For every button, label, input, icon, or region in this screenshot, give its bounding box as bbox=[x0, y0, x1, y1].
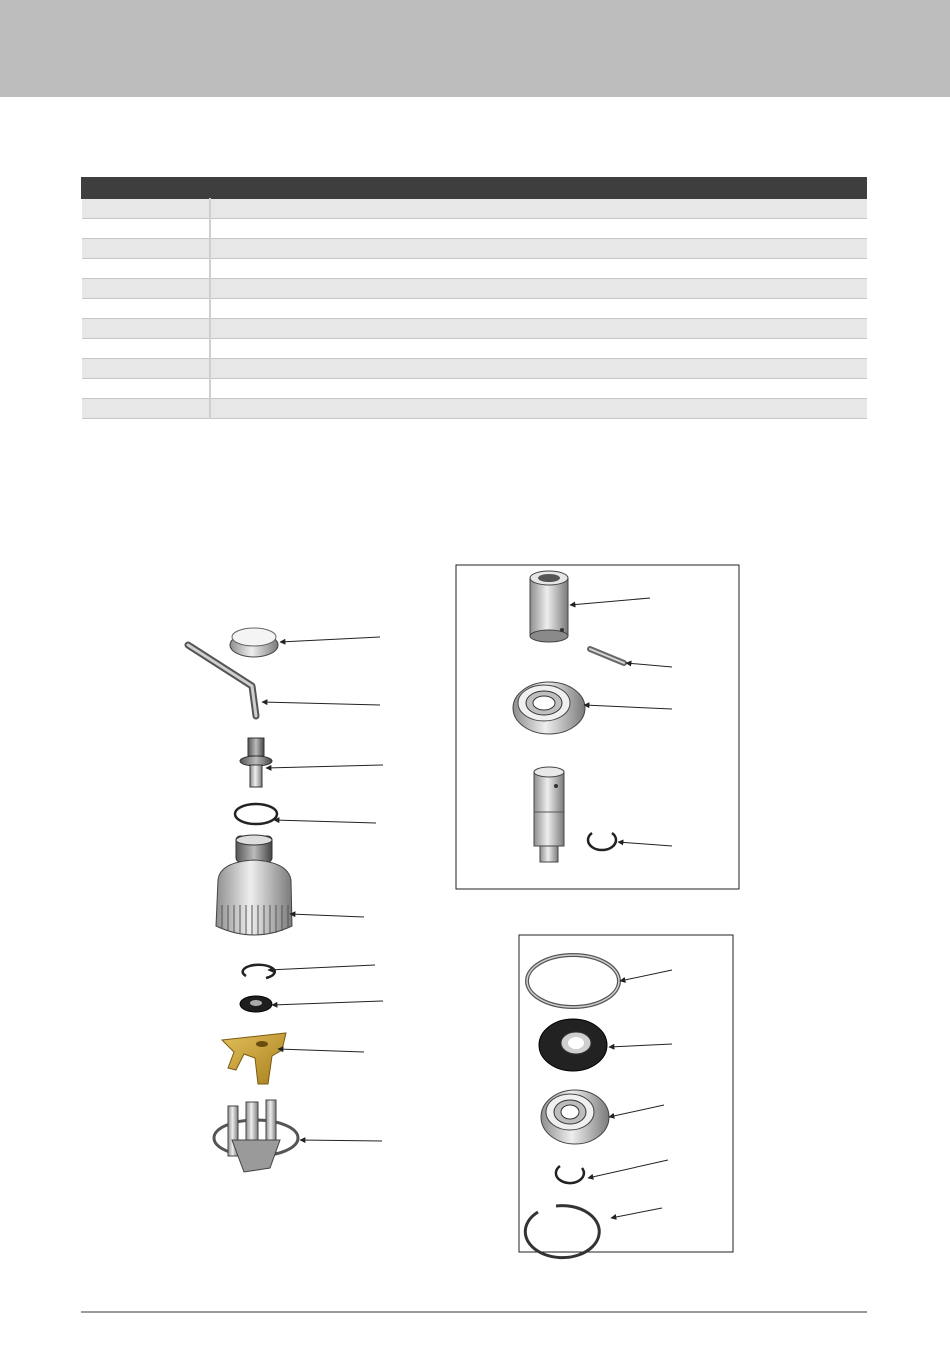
circlip-icon bbox=[243, 965, 275, 978]
leader-line bbox=[609, 1044, 672, 1047]
shaft-icon bbox=[240, 738, 272, 787]
leader-line bbox=[290, 914, 364, 917]
leader-line bbox=[268, 965, 375, 970]
leader-line bbox=[584, 705, 672, 709]
ring-icon bbox=[527, 955, 619, 1007]
leader-line bbox=[262, 702, 380, 705]
shaft-icon bbox=[534, 767, 564, 862]
leader-line bbox=[618, 842, 672, 846]
circlip-icon bbox=[556, 1166, 584, 1183]
leader-line bbox=[570, 598, 650, 605]
cap-icon bbox=[230, 628, 278, 657]
leader-line bbox=[611, 1208, 662, 1218]
leader-line bbox=[609, 1105, 664, 1117]
leader-line bbox=[280, 637, 380, 642]
pin-icon bbox=[590, 649, 624, 663]
leader-line bbox=[272, 1001, 383, 1005]
leader-line bbox=[588, 1160, 668, 1178]
ring-icon bbox=[235, 804, 277, 824]
bearing-icon bbox=[513, 682, 585, 734]
seal-icon bbox=[240, 996, 272, 1012]
seal-icon bbox=[539, 1019, 607, 1071]
bearing-icon bbox=[541, 1090, 609, 1144]
sleeve-icon bbox=[530, 571, 568, 642]
leader-line bbox=[266, 765, 383, 768]
inset-upper-frame bbox=[456, 565, 739, 889]
leader-line bbox=[620, 970, 672, 981]
coupling-icon bbox=[214, 1100, 298, 1172]
circlip-icon bbox=[588, 833, 616, 850]
housing-icon bbox=[216, 835, 292, 935]
footer-divider bbox=[81, 1311, 867, 1313]
fork-icon bbox=[222, 1033, 286, 1084]
leader-line bbox=[278, 1049, 364, 1052]
circlip-icon bbox=[525, 1206, 599, 1258]
inset-lower-frame bbox=[519, 935, 733, 1252]
leader-line bbox=[626, 663, 672, 667]
leader-line bbox=[300, 1140, 382, 1141]
leader-line bbox=[274, 820, 376, 823]
